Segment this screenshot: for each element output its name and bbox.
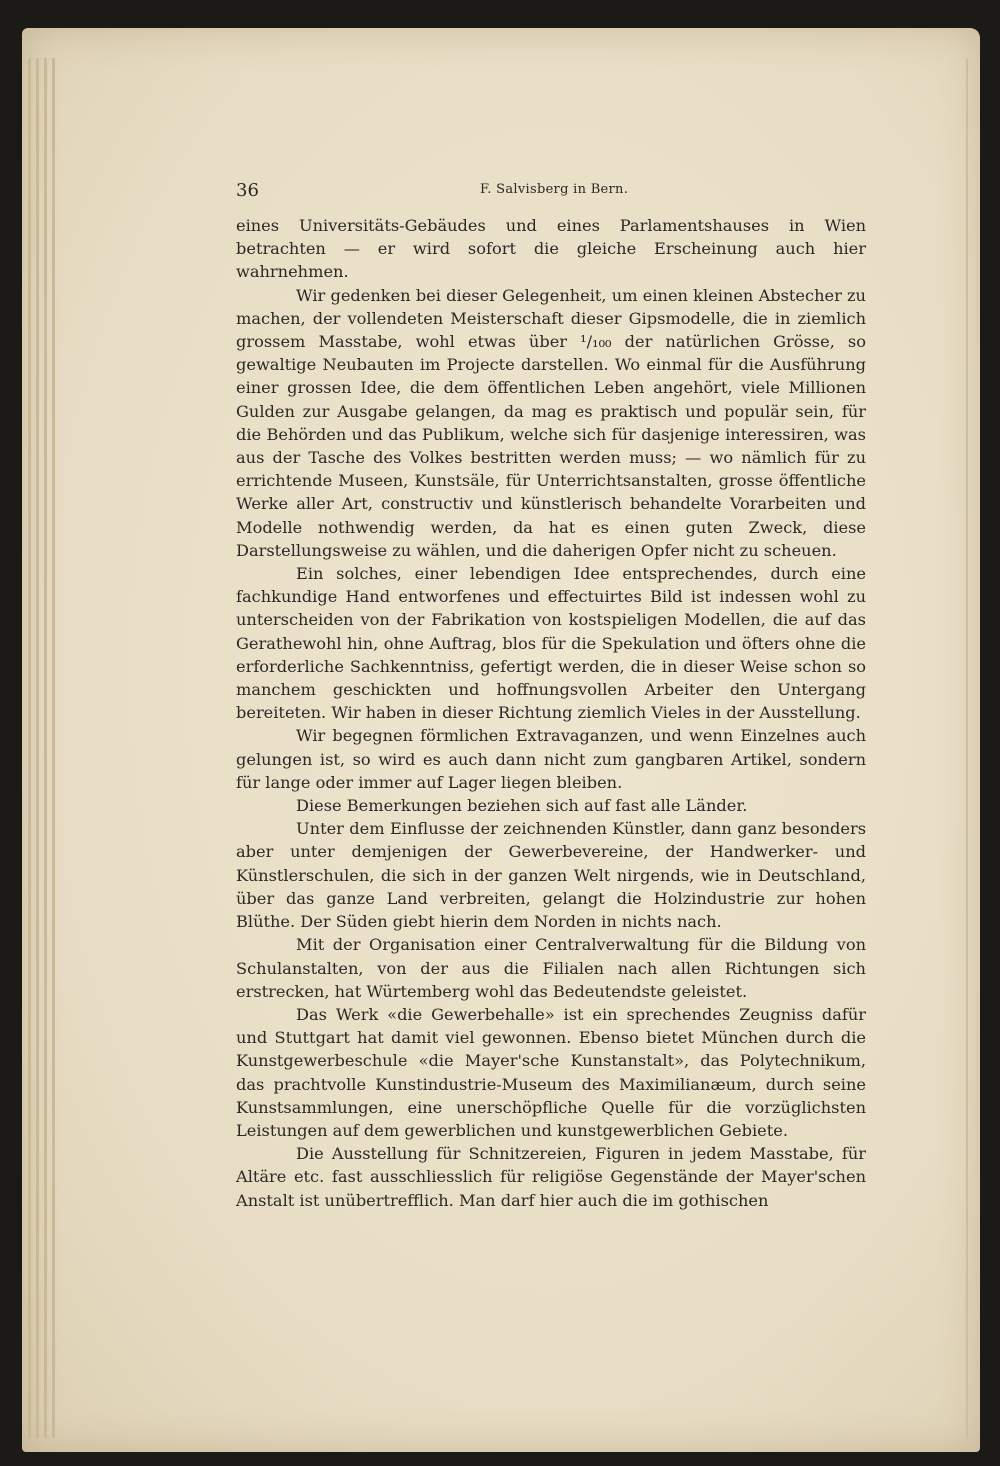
paragraph: Wir gedenken bei dieser Gelegenheit, um einen kleinen Abstecher zu machen, der vollendeten Meisterschaft dieser Gipsmodelle, die in ziemlich grossem Masstabe, wohl etwas über ¹/₁₀₀ der natürlichen Grösse, so gewaltige Neubauten im Projecte darstellen. Wo einmal für die Ausführung einer grossen Idee, die dem öffentlichen Leben angehört, viele Millionen Gulden zur Ausgabe gelangen, da mag es praktisch und populär sein, für die Behörden und das Publikum, welche sich für dasjenige interessiren, was aus der Tasche des Volkes bestritten werden muss; — wo nämlich für zu errichtende Museen, Kunstsäle, für Unterrichtsanstalten, grosse öffentliche Werke aller Art, constructiv und künstlerisch behandelte Vorarbeiten und Modelle nothwendig werden, da hat es einen guten Zweck, diese Darstellungsweise zu wählen, und die daherigen Opfer nicht zu scheuen. bbox=[236, 285, 866, 560]
paragraph: eines Universitäts-Gebäudes und eines Parlamentshauses in Wien betrachten — er wird sofort die gleiche Erscheinung auch hier wahrnehmen. bbox=[236, 216, 866, 282]
page-edge bbox=[28, 58, 31, 1438]
paragraph: Mit der Organisation einer Centralverwaltung für die Bildung von Schulanstalten, von der aus die Filialen nach allen Richtungen sich erstrecken, hat Würtemberg wohl das Bedeutendste geleistet. bbox=[236, 935, 866, 1001]
page-number: 36 bbox=[236, 180, 259, 201]
paragraph: Wir begegnen förmlichen Extravaganzen, und wenn Einzelnes auch gelungen ist, so wird es auch dann nicht zum gangbaren Artikel, sondern für lange oder immer auf Lager liegen bleiben. bbox=[236, 726, 866, 792]
page-edge bbox=[52, 58, 55, 1438]
paragraph: Das Werk «die Gewerbehalle» ist ein sprechendes Zeugniss dafür und Stuttgart hat damit viel gewonnen. Ebenso bietet München durch die Kunstgewerbeschule «die Mayer'sche Kunstanstalt», das Polytechnikum, das prachtvolle Kunstindustrie-Museum des Maximilianæum, durch seine Kunstsammlungen, eine unerschöpfliche Quelle für die vorzüglichsten Leistungen auf dem gewerblichen und kunstgewerblichen Gebiete. bbox=[236, 1004, 866, 1140]
paragraph: Unter dem Einflusse der zeichnenden Künstler, dann ganz besonders aber unter demjenigen der Gewerbevereine, der Handwerker- und Künstlerschulen, die sich in der ganzen Welt nirgends, wie in Deutschland, über das ganze Land verbreiten, gelangt die Holzindustrie zur hohen Blüthe. Der Süden giebt hierin dem Norden in nichts nach. bbox=[236, 819, 866, 932]
page-edge bbox=[36, 58, 39, 1438]
running-head: F. Salvisberg in Bern. bbox=[480, 182, 629, 197]
body-text bbox=[236, 214, 866, 1212]
paragraph: Diese Bemerkungen beziehen sich auf fast alle Länder. bbox=[296, 796, 748, 816]
paragraph: Die Ausstellung für Schnitzereien, Figuren in jedem Masstabe, für Altäre etc. fast ausschliesslich für religiöse Gegenstände der Mayer'schen Anstalt ist unübertrefflich. Man darf hier auch die im gothischen bbox=[236, 1144, 866, 1210]
page-edge bbox=[44, 58, 47, 1438]
page-fold bbox=[966, 58, 968, 1438]
page-header bbox=[236, 178, 866, 206]
paragraph: Ein solches, einer lebendigen Idee entsprechendes, durch eine fachkundige Hand entworfenes und effectuirtes Bild ist indessen wohl zu unterscheiden von der Fabrikation von kostspieligen Modellen, die auf das Gerathewohl hin, ohne Auftrag, blos für die Spekulation und öfters ohne die erforderliche Sachkenntniss, gefertigt werden, die in dieser Weise schon so manchem geschickten und hoffnungsvollen Arbeiter den Untergang bereiteten. Wir haben in dieser Richtung ziemlich Vieles in der Ausstellung. bbox=[236, 564, 866, 723]
